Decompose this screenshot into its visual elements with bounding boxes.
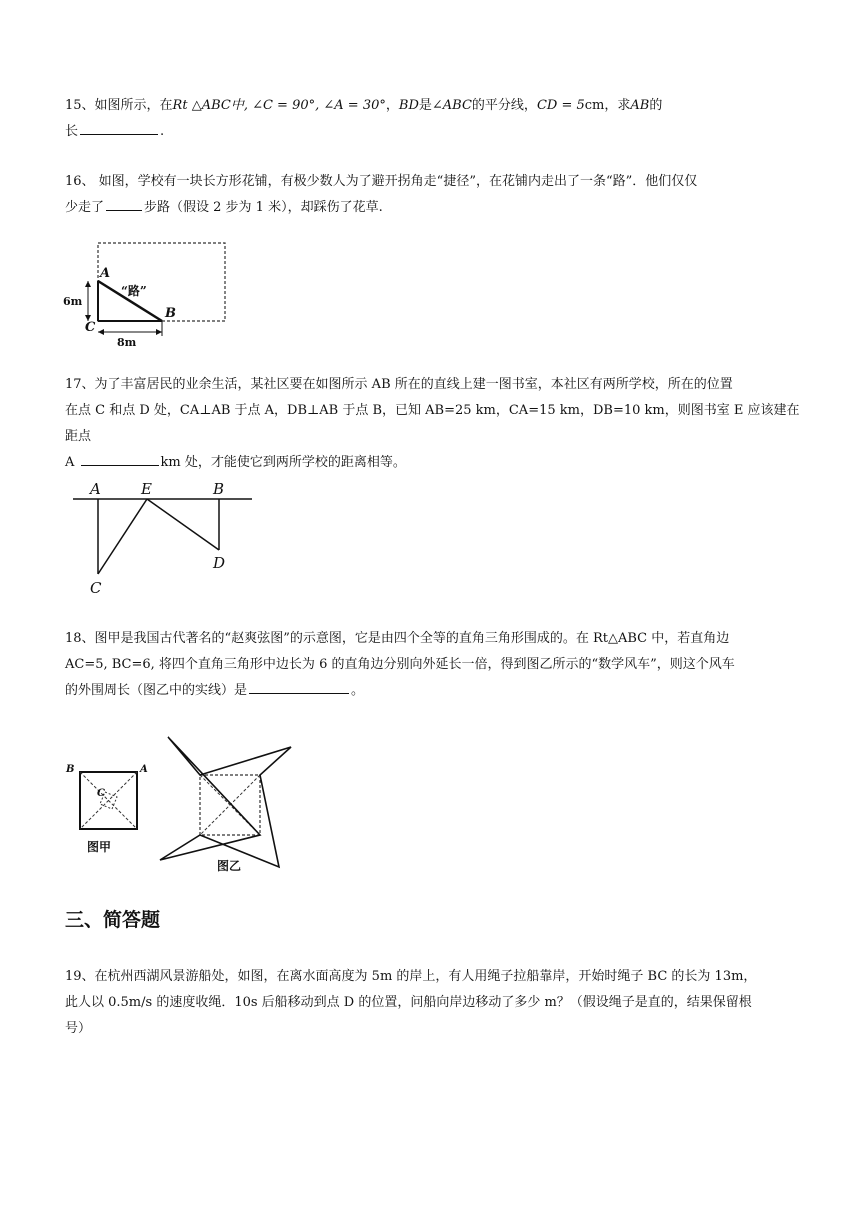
question-18	[65, 626, 800, 704]
question-17	[65, 372, 800, 476]
q15-math-triangle: Rt △ABC中, ∠C = 90°, ∠A = 30°	[172, 98, 386, 113]
label-a: A	[100, 266, 111, 281]
dim-arrow-left	[98, 329, 104, 335]
q18-figure	[60, 730, 300, 875]
segment-ce	[98, 499, 147, 574]
q15-math-angle: ∠ABC	[431, 98, 472, 113]
label-b: B	[165, 306, 176, 321]
q17-answer-blank[interactable]	[81, 451, 159, 466]
dim-arrow-right	[156, 329, 162, 335]
q17-line3: A km 处，才能使它到两所学校的距离相等。	[65, 450, 800, 476]
label-b: B	[213, 480, 225, 498]
q18-line2: AC=5, BC=6, 将四个直角三角形中边长为 6 的直角边分别向外延长一倍，得到图乙所示的“数学风车”，则这个风车	[65, 657, 735, 672]
q19-line1: 19、在杭州西湖风景游船处，如图，在离水面高度为 5m 的岸上，有人用绳子拉船靠岸，开始时绳子 BC 的长为 13m，	[65, 969, 757, 984]
q15-math-cd: CD = 5	[536, 98, 585, 113]
flowerbed-outline	[98, 243, 225, 321]
q16-line1: 16、 如图，学校有一块长方形花铺，有极少数人为了避开拐角走“捷径”，在花铺内走出了一条“路”．他们仅仅	[65, 174, 698, 189]
q15-math-bd: BD	[398, 98, 419, 113]
label-e: E	[141, 480, 152, 498]
q16-figure	[55, 235, 235, 350]
section-title: 三、简答题	[65, 909, 161, 931]
q17-line1: 17、为了丰富居民的业余生活，某社区要在如图所示 AB 所在的直线上建一图书室，本社区有两所学校，所在的位置	[65, 377, 733, 392]
caption-jia: 图甲	[87, 840, 112, 854]
label-c: C	[97, 788, 105, 799]
label-d: D	[213, 554, 226, 572]
question-16	[65, 169, 800, 221]
road-label: “路”	[121, 284, 147, 298]
q17-line2: 在点 C 和点 D 处，CA⊥AB 于点 A，DB⊥AB 于点 B，已知 AB=25 km，CA=15 km，DB=10 km，则图书室 E 应该建在距点	[65, 403, 800, 444]
label-c: C	[90, 579, 102, 597]
windmill-outline	[160, 737, 291, 867]
label-b: B	[66, 764, 75, 775]
q16-line2: 少走了 步路（假设 2 步为 1 米），却踩伤了花草.	[65, 195, 800, 221]
q15-line1: 15、如图所示，在Rt △ABC中, ∠C = 90°, ∠A = 30°，BD是∠ABC的平分线，CD = 5cm，求AB的	[65, 98, 663, 113]
q15-line2: 长 .	[65, 119, 800, 145]
question-19	[65, 964, 800, 1042]
q18-line3: 的外围周长（图乙中的实线）是 。	[65, 678, 800, 704]
q17-figure	[65, 476, 260, 601]
q18-answer-blank[interactable]	[249, 679, 349, 694]
figure-yi	[160, 737, 291, 873]
caption-yi: 图乙	[217, 859, 242, 873]
q15-answer-blank[interactable]	[80, 120, 158, 135]
label-8m: 8m	[117, 336, 137, 349]
label-c: C	[85, 320, 96, 335]
label-a: A	[140, 764, 148, 775]
segment-ed	[147, 499, 219, 550]
q16-answer-blank[interactable]	[106, 196, 142, 211]
label-a: A	[90, 480, 101, 498]
q19-line3: 号）	[65, 1021, 92, 1036]
q18-line1: 18、图甲是我国古代著名的“赵爽弦图”的示意图，它是由四个全等的直角三角形围成的。在 Rt△ABC 中，若直角边	[65, 631, 730, 646]
question-15	[65, 93, 800, 145]
figure-jia	[65, 764, 148, 854]
dim-arrow-up	[85, 281, 91, 287]
label-6m: 6m	[63, 295, 83, 308]
q19-line2: 此人以 0.5m/s 的速度收绳．10s 后船移动到点 D 的位置，问船向岸边移动了多少 m？（假设绳子是直的，结果保留根	[65, 995, 752, 1010]
q15-math-ab: AB	[630, 98, 650, 113]
